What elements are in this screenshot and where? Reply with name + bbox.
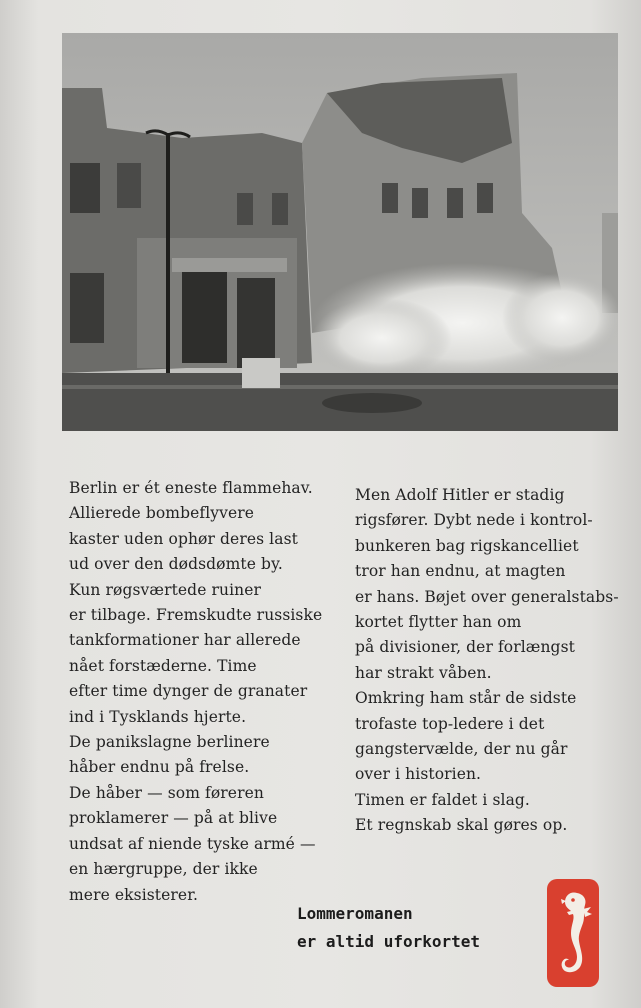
text-line: De håber — som føreren: [69, 783, 264, 802]
text-line: er hans. Bøjet over generalstabs-: [355, 587, 619, 606]
text-line: på divisioner, der forlængst: [355, 638, 575, 657]
right-text-column: [355, 483, 630, 839]
text-line: er tilbage. Fremskudte russiske: [69, 606, 323, 625]
text-line: gangstervælde, der nu går: [355, 740, 568, 759]
seahorse-logo-icon: [547, 879, 599, 987]
text-line: Men Adolf Hitler er stadig: [355, 486, 565, 504]
text-line: efter time dynger de granater: [69, 682, 308, 701]
publisher-tagline: [297, 900, 480, 956]
text-line: Omkring ham står de sidste: [355, 689, 577, 708]
text-line: De panikslagne berlinere: [69, 733, 270, 752]
text-line: tror han endnu, at magten: [355, 562, 566, 581]
text-line: Berlin er ét eneste flammehav.: [69, 479, 313, 497]
text-line: en hærgruppe, der ikke: [69, 860, 258, 879]
left-text-column: [69, 476, 339, 908]
text-line: mere eksisterer.: [69, 885, 199, 904]
text-line: Allierede bombeflyvere: [69, 504, 255, 523]
text-line: undsat af niende tyske armé —: [69, 834, 316, 853]
cover-photo: [62, 33, 618, 431]
ruined-building-photo: [62, 33, 618, 431]
text-line: bunkeren bag rigskancelliet: [355, 536, 579, 555]
text-line: tankformationer har allerede: [69, 631, 301, 650]
text-line: kaster uden ophør deres last: [69, 529, 298, 548]
text-line: ind i Tysklands hjerte.: [69, 707, 247, 726]
text-line: rigsfører. Dybt nede i kontrol-: [355, 511, 593, 530]
tagline-line-1: Lommeromanen: [297, 904, 413, 923]
text-line: Et regnskab skal gøres op.: [355, 816, 568, 835]
tagline-line-2: er altid uforkortet: [297, 932, 481, 951]
text-line: proklamerer — på at blive: [69, 809, 278, 828]
text-line: kortet flytter han om: [355, 613, 522, 632]
text-line: håber endnu på frelse.: [69, 758, 250, 777]
text-line: nået forstæderne. Time: [69, 656, 257, 675]
text-line: trofaste top-ledere i det: [355, 714, 545, 733]
text-line: Kun røgsværtede ruiner: [69, 580, 262, 599]
text-line: ud over den dødsdømte by.: [69, 555, 283, 574]
text-line: har strakt våben.: [355, 663, 492, 682]
text-line: Timen er faldet i slag.: [355, 790, 530, 809]
text-line: over i historien.: [355, 765, 482, 784]
